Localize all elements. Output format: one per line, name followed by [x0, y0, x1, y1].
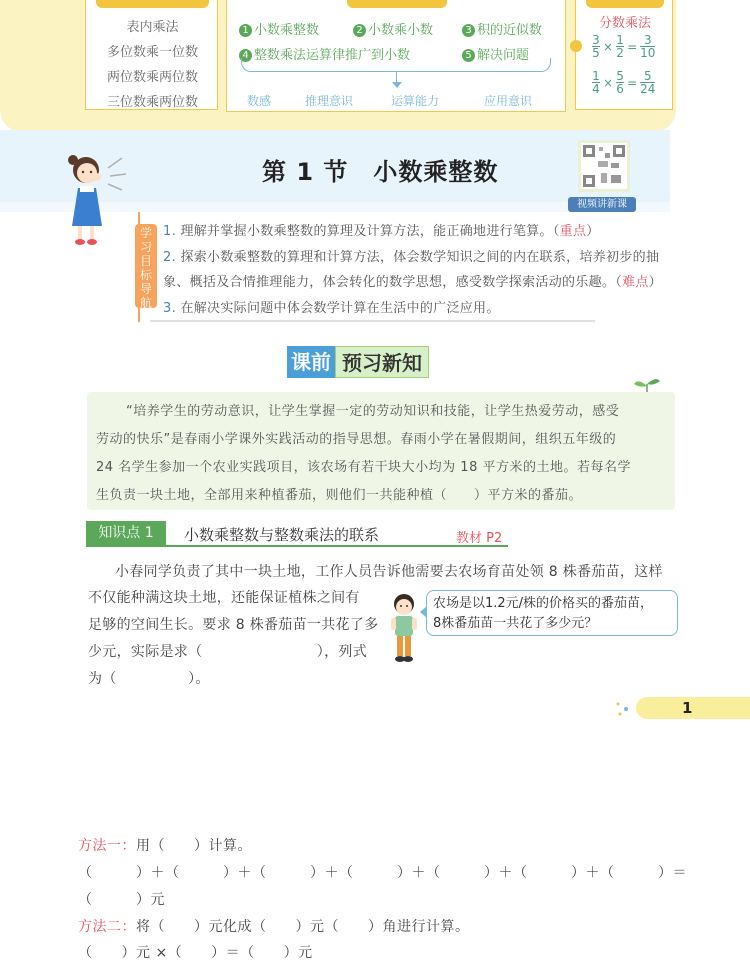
- method-label: 方法一：: [78, 838, 136, 854]
- body-text-line: 少元，实际是求（ ），列式: [88, 644, 367, 660]
- objective-item: 2. 探索小数乘整数的算理和计算方法，体会数学知识之间的内在联系，培养初步的抽: [163, 250, 660, 265]
- fraction: $\frac{1}{4}$: [592, 69, 600, 96]
- prior-knowledge-column: [85, 0, 218, 110]
- method-label: 方法二：: [78, 919, 136, 935]
- column-cap: [96, 0, 209, 8]
- boy-illustration: [388, 592, 420, 664]
- preview-header-main: 预习新知: [335, 346, 429, 378]
- knowledge-point-title: 小数乘整数与整数乘法的联系: [184, 526, 380, 544]
- unit-topic: 4 整数乘法运算律推广到小数: [239, 44, 410, 63]
- prior-topic: 表内乘法: [126, 20, 179, 35]
- times-sign: ×: [603, 39, 614, 54]
- speech-line: 农场是以1.2元/株的价格买的番茄苗，: [433, 596, 654, 611]
- video-lesson-label[interactable]: 视频讲新课: [568, 197, 636, 212]
- times-sign: ×: [603, 75, 614, 90]
- bullet-icon: [570, 40, 582, 52]
- arrow-down-icon: [392, 82, 402, 88]
- objective-item-continued: 象、概括及合情推理能力，体会转化的数学思想，感受数学探索活动的乐趣。（难点）: [163, 275, 662, 290]
- column-cap: [586, 0, 664, 8]
- equals-sign: =: [627, 75, 638, 90]
- objective-item: 1. 理解并掌握小数乘整数的算理及计算方法，能正确地进行笔算。（重点）: [163, 224, 600, 239]
- prior-topic: 三位数乘两位数: [106, 95, 198, 110]
- knowledge-point-tag: 知识点 1: [86, 521, 166, 545]
- girl-illustration: [60, 148, 130, 248]
- qr-code-icon[interactable]: [578, 140, 630, 192]
- textbook-reference: 教材 P2: [456, 531, 503, 546]
- preview-header: [287, 346, 429, 378]
- page-number: 1: [682, 699, 693, 717]
- method-two: 方法二：将（ ）元化成（ ）元（ ）角进行计算。: [78, 919, 470, 935]
- current-unit-column: [226, 0, 566, 112]
- body-text-line: 不仅能种满这块土地，还能保证植株之间有: [88, 590, 360, 606]
- literacy-label: 应用意识: [484, 94, 533, 108]
- story-line: 24 名学生参加一个农业实践项目，该农场有若干块大小均为 18 平方米的土地。若每名学: [96, 460, 631, 475]
- body-text-line: 为（ ）。: [88, 671, 210, 687]
- objective-item: 3. 在解决实际问题中体会数学计算在生活中的广泛应用。: [163, 301, 500, 316]
- method-two-equation: （ ）元 ×（ ）＝（ ）元: [78, 945, 313, 960]
- page-number-band: [636, 697, 750, 719]
- method-one-result: （ ）元: [78, 892, 165, 908]
- story-line: “培养学生的劳动意识，让学生掌握一定的劳动知识和技能，让学生热爱劳动，感受: [126, 404, 620, 419]
- body-text-line: 小春同学负责了其中一块土地，工作人员告诉他需要去农场育苗处领 8 株番茄苗，这样: [115, 564, 663, 580]
- unit-topic: 3 积的近似数: [462, 19, 542, 38]
- literacy-label: 推理意识: [305, 94, 354, 108]
- body-text-line: 足够的空间生长。要求 8 株番茄苗一共花了多: [88, 617, 379, 633]
- fraction: $\frac{5}{6}$: [616, 69, 624, 96]
- topics-bracket: [241, 58, 551, 72]
- knowledge-point-underline: [86, 545, 508, 547]
- column-cap: [347, 0, 447, 8]
- speech-bubble: [426, 590, 678, 636]
- method-one-sum: （ ）＋（ ）＋（ ）＋（ ）＋（ ）＋（ ）＋（ ）＝: [78, 865, 687, 881]
- speech-line: 8株番茄苗一共花了多少元？: [433, 616, 598, 631]
- story-line: 生负责一块土地，全部用来种植番茄，则他们一共能种植（ ）平方米的番茄。: [96, 488, 583, 503]
- sparkle-icon: [614, 700, 634, 718]
- next-topic-title: 分数乘法: [598, 16, 651, 31]
- objectives-underline: [150, 320, 595, 322]
- prior-topic: 多位数乘一位数: [106, 45, 198, 60]
- literacy-label: 数感: [247, 94, 272, 108]
- literacy-label: 运算能力: [391, 94, 440, 108]
- fraction: $\frac{5}{24}$: [640, 69, 656, 96]
- section-title: 第 1 节 小数乘整数: [262, 158, 499, 186]
- fraction: $\frac{1}{2}$: [616, 33, 624, 60]
- fraction-formula: [592, 34, 655, 59]
- method-one: 方法一：用（ ）计算。: [78, 838, 252, 854]
- fraction-formula: [592, 70, 655, 95]
- prior-topic: 两位数乘两位数: [106, 70, 198, 85]
- unit-topic: 2 小数乘小数: [353, 19, 433, 38]
- preview-header-pre: 课前: [287, 346, 335, 378]
- next-knowledge-column: [575, 0, 673, 110]
- equals-sign: =: [627, 39, 638, 54]
- fraction: $\frac{3}{10}$: [640, 33, 656, 60]
- unit-topic: 1 小数乘整数: [239, 19, 319, 38]
- fraction: $\frac{3}{5}$: [592, 33, 600, 60]
- unit-topic: 5 解决问题: [462, 44, 529, 63]
- objectives-tag: 学习目标导航: [135, 224, 157, 308]
- story-line: 劳动的快乐”是春雨小学课外实践活动的指导思想。春雨小学在暑假期间，组织五年级的: [96, 432, 617, 447]
